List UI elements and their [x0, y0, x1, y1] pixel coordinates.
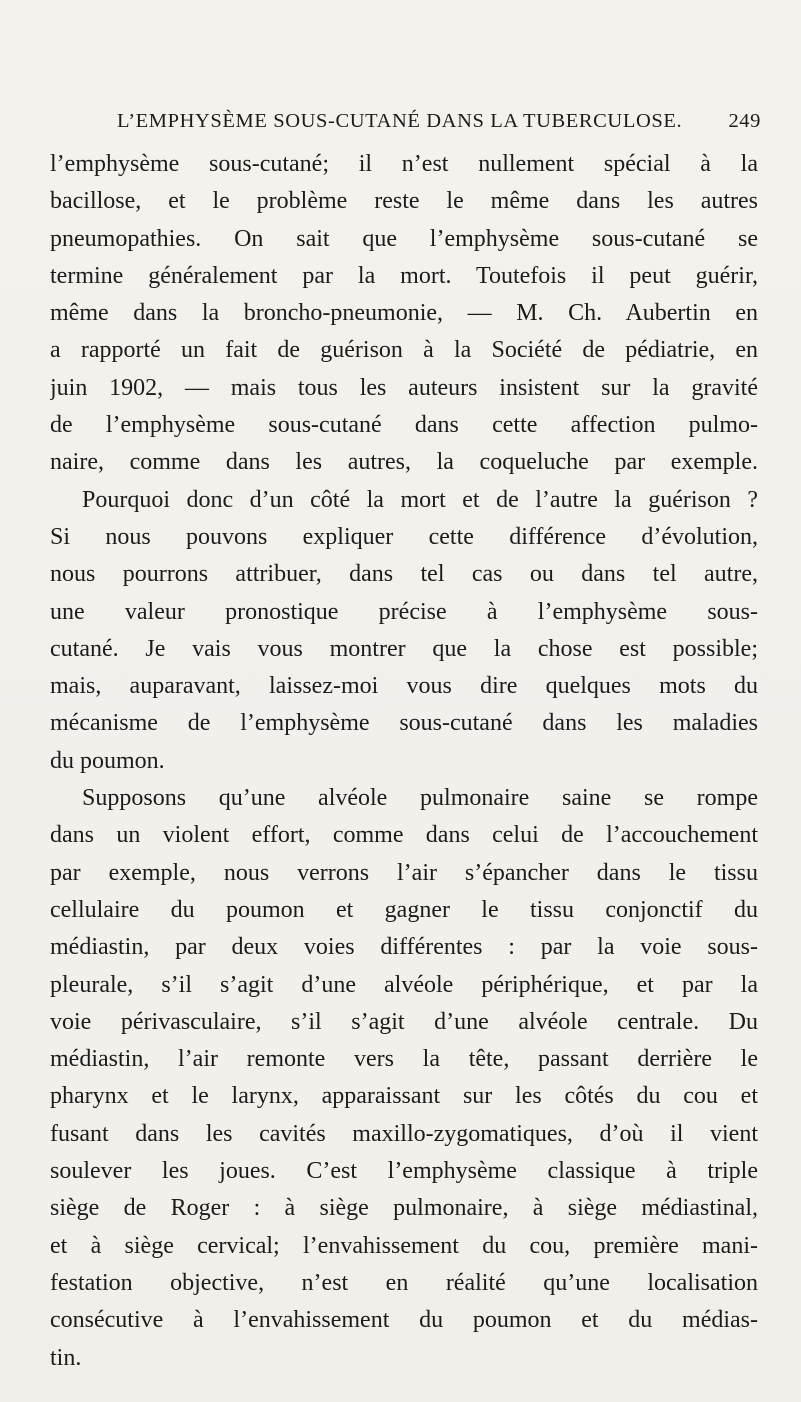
text-line: soulever les joues. C’est l’emphysème classique à triple: [50, 1158, 758, 1185]
text-line: bacillose, et le problème reste le même dans les autres: [50, 188, 758, 215]
text-line: Si nous pouvons expliquer cette différence d’évolution,: [50, 523, 758, 550]
text-line: termine généralement par la mort. Toutefois il peut guérir,: [50, 262, 758, 289]
text-line: médiastin, par deux voies différentes : par la voie sous-: [50, 934, 758, 961]
text-line: mécanisme de l’emphysème sous-cutané dans les maladies: [50, 710, 758, 737]
text-line: juin 1902, — mais tous les auteurs insistent sur la gravité: [50, 374, 758, 401]
text-line: de l’emphysème sous-cutané dans cette affection pulmo-: [50, 412, 758, 439]
text-line: cutané. Je vais vous montrer que la chose est possible;: [50, 635, 758, 662]
text-line: a rapporté un fait de guérison à la Société de pédiatrie, en: [50, 337, 758, 364]
text-line: Pourquoi donc d’un côté la mort et de l’autre la guérison ?: [82, 486, 758, 513]
text-line: pharynx et le larynx, apparaissant sur les côtés du cou et: [50, 1083, 758, 1110]
running-title: L’EMPHYSÈME SOUS-CUTANÉ DANS LA TUBERCULOSE.: [117, 110, 683, 132]
body-text: [50, 146, 758, 1377]
text-line: festation objective, n’est en réalité qu’une localisation: [50, 1269, 758, 1296]
text-line: même dans la broncho-pneumonie, — M. Ch. Aubertin en: [50, 300, 758, 327]
text-line: Supposons qu’une alvéole pulmonaire saine se rompe: [82, 785, 758, 812]
text-line: consécutive à l’envahissement du poumon et du médias-: [50, 1307, 758, 1334]
running-head: [117, 110, 761, 140]
text-line: naire, comme dans les autres, la coqueluche par exemple.: [50, 449, 758, 476]
text-line: médiastin, l’air remonte vers la tête, passant derrière le: [50, 1046, 758, 1073]
text-line: pleurale, s’il s’agit d’une alvéole périphérique, et par la: [50, 971, 758, 998]
text-line: tin.: [50, 1344, 82, 1371]
text-line: l’emphysème sous-cutané; il n’est nullement spécial à la: [50, 151, 758, 177]
text-line: mais, auparavant, laissez-moi vous dire quelques mots du: [50, 673, 758, 700]
text-line: par exemple, nous verrons l’air s’épancher dans le tissu: [50, 859, 758, 886]
text-line: siège de Roger : à siège pulmonaire, à siège médiastinal,: [50, 1195, 758, 1222]
text-line: fusant dans les cavités maxillo-zygomatiques, d’où il vient: [50, 1120, 758, 1147]
text-line: voie périvasculaire, s’il s’agit d’une alvéole centrale. Du: [50, 1008, 758, 1035]
text-line: nous pourrons attribuer, dans tel cas ou dans tel autre,: [50, 561, 758, 588]
text-line: pneumopathies. On sait que l’emphysème sous-cutané se: [50, 225, 758, 252]
text-line: une valeur pronostique précise à l’emphysème sous-: [50, 598, 758, 625]
text-line: et à siège cervical; l’envahissement du cou, première mani-: [50, 1232, 758, 1259]
text-line: dans un violent effort, comme dans celui de l’accouchement: [50, 822, 758, 849]
text-line: du poumon.: [50, 747, 165, 774]
page-number: 249: [728, 110, 761, 132]
text-line: cellulaire du poumon et gagner le tissu conjonctif du: [50, 896, 758, 923]
